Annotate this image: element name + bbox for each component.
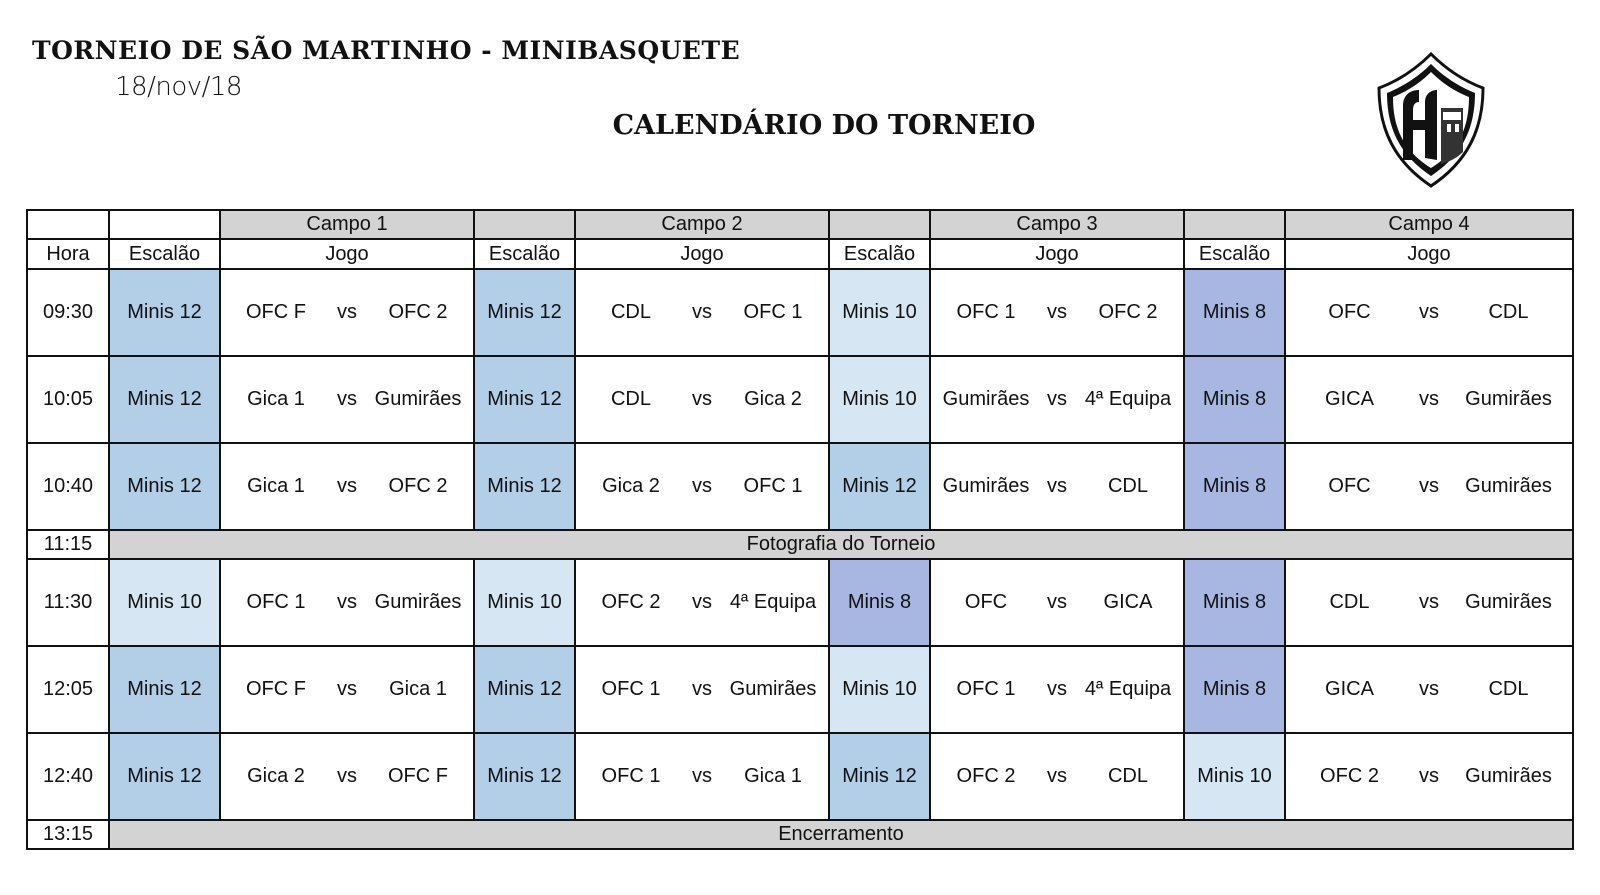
versus-label: vs bbox=[692, 388, 712, 410]
escalao-header-top bbox=[474, 210, 575, 239]
escalao-cell: Minis 8 bbox=[1184, 646, 1285, 733]
versus-label: vs bbox=[692, 678, 712, 700]
versus-label: vs bbox=[337, 475, 357, 497]
versus-label: vs bbox=[1419, 765, 1439, 787]
game-cell bbox=[1285, 733, 1573, 820]
game-cell bbox=[930, 443, 1184, 530]
away-team: CDL bbox=[1107, 475, 1148, 497]
home-team: Gumirães bbox=[942, 475, 1030, 497]
versus-label: vs bbox=[337, 301, 357, 323]
versus-label: vs bbox=[337, 765, 357, 787]
away-team: OFC F bbox=[388, 765, 448, 787]
hora-header: Hora bbox=[27, 239, 109, 269]
time-cell: 13:15 bbox=[27, 820, 109, 849]
game-cell bbox=[220, 646, 474, 733]
versus-label: vs bbox=[1419, 301, 1439, 323]
versus-label: vs bbox=[692, 475, 712, 497]
header-row-campos bbox=[27, 210, 1573, 239]
escalao-header: Escalão bbox=[109, 239, 220, 269]
game-cell bbox=[220, 559, 474, 646]
escalao-cell: Minis 10 bbox=[829, 646, 930, 733]
event-row bbox=[27, 820, 1573, 849]
home-team: OFC F bbox=[246, 301, 306, 323]
escalao-cell: Minis 12 bbox=[474, 443, 575, 530]
home-team: Gica 1 bbox=[247, 388, 305, 410]
game-cell bbox=[1285, 356, 1573, 443]
escalao-cell: Minis 10 bbox=[829, 356, 930, 443]
escalao-header: Escalão bbox=[829, 239, 930, 269]
away-team: Gumirães bbox=[1465, 765, 1552, 787]
home-team: OFC 2 bbox=[1320, 765, 1379, 787]
escalao-cell: Minis 12 bbox=[829, 443, 930, 530]
home-team: OFC 2 bbox=[601, 591, 661, 613]
versus-label: vs bbox=[692, 765, 712, 787]
versus-label: vs bbox=[337, 591, 357, 613]
escalao-cell: Minis 10 bbox=[109, 559, 220, 646]
escalao-cell: Minis 8 bbox=[1184, 443, 1285, 530]
escalao-cell: Minis 12 bbox=[109, 356, 220, 443]
jogo-header: Jogo bbox=[575, 239, 829, 269]
away-team: 4ª Equipa bbox=[729, 591, 817, 613]
escalao-cell: Minis 8 bbox=[1184, 356, 1285, 443]
home-team: Gica 2 bbox=[247, 765, 305, 787]
club-crest-icon bbox=[1373, 50, 1489, 190]
event-row bbox=[27, 530, 1573, 559]
campo-3-header: Campo 3 bbox=[930, 210, 1184, 239]
away-team: Gica 1 bbox=[744, 765, 802, 787]
jogo-header: Jogo bbox=[220, 239, 474, 269]
game-cell bbox=[575, 443, 829, 530]
escalao-header: Escalão bbox=[474, 239, 575, 269]
escalao-cell: Minis 12 bbox=[829, 733, 930, 820]
table-row bbox=[27, 356, 1573, 443]
home-team: OFC 1 bbox=[956, 301, 1016, 323]
away-team: OFC 1 bbox=[743, 301, 803, 323]
time-cell: 09:30 bbox=[27, 269, 109, 356]
away-team: OFC 2 bbox=[388, 475, 448, 497]
escalao-cell: Minis 12 bbox=[109, 443, 220, 530]
away-team: 4ª Equipa bbox=[1084, 678, 1172, 700]
away-team: Gica 2 bbox=[744, 388, 802, 410]
home-team: Gica 1 bbox=[247, 475, 305, 497]
home-team: OFC 1 bbox=[956, 678, 1016, 700]
versus-label: vs bbox=[337, 678, 357, 700]
game-cell bbox=[220, 733, 474, 820]
escalao-cell: Minis 12 bbox=[474, 733, 575, 820]
game-cell bbox=[930, 733, 1184, 820]
home-team: CDL bbox=[610, 301, 651, 323]
header-row-labels bbox=[27, 239, 1573, 269]
versus-label: vs bbox=[692, 591, 712, 613]
home-team: OFC 2 bbox=[956, 765, 1016, 787]
game-cell bbox=[575, 559, 829, 646]
away-team: Gumirães bbox=[729, 678, 817, 700]
home-team: OFC bbox=[964, 591, 1008, 613]
home-team: CDL bbox=[1329, 591, 1370, 613]
away-team: CDL bbox=[1107, 765, 1148, 787]
escalao-cell: Minis 8 bbox=[1184, 559, 1285, 646]
time-cell: 10:05 bbox=[27, 356, 109, 443]
versus-label: vs bbox=[1419, 388, 1439, 410]
time-cell: 11:30 bbox=[27, 559, 109, 646]
time-cell: 10:40 bbox=[27, 443, 109, 530]
game-cell bbox=[1285, 269, 1573, 356]
campo-4-header: Campo 4 bbox=[1285, 210, 1573, 239]
game-cell bbox=[575, 356, 829, 443]
home-team: OFC bbox=[1328, 475, 1371, 497]
escalao-header: Escalão bbox=[1184, 239, 1285, 269]
game-cell bbox=[930, 646, 1184, 733]
escalao-header-top bbox=[829, 210, 930, 239]
versus-label: vs bbox=[337, 388, 357, 410]
escalao-cell: Minis 12 bbox=[109, 646, 220, 733]
jogo-header: Jogo bbox=[930, 239, 1184, 269]
campo-2-header: Campo 2 bbox=[575, 210, 829, 239]
game-cell bbox=[1285, 559, 1573, 646]
jogo-header: Jogo bbox=[1285, 239, 1573, 269]
away-team: OFC 2 bbox=[1098, 301, 1158, 323]
versus-label: vs bbox=[692, 301, 712, 323]
escalao-header-top bbox=[1184, 210, 1285, 239]
home-team: OFC 1 bbox=[246, 591, 306, 613]
away-team: OFC 1 bbox=[743, 475, 803, 497]
home-team: OFC 1 bbox=[601, 765, 661, 787]
schedule-table bbox=[26, 209, 1574, 850]
versus-label: vs bbox=[1047, 765, 1067, 787]
escalao-cell: Minis 10 bbox=[1184, 733, 1285, 820]
table-row bbox=[27, 443, 1573, 530]
versus-label: vs bbox=[1047, 475, 1067, 497]
time-cell: 11:15 bbox=[27, 530, 109, 559]
escalao-cell: Minis 12 bbox=[474, 646, 575, 733]
versus-label: vs bbox=[1047, 301, 1067, 323]
away-team: Gumirães bbox=[374, 591, 462, 613]
time-cell: 12:40 bbox=[27, 733, 109, 820]
home-team: Gica 2 bbox=[602, 475, 660, 497]
table-row bbox=[27, 269, 1573, 356]
versus-label: vs bbox=[1047, 591, 1067, 613]
escalao-cell: Minis 12 bbox=[474, 356, 575, 443]
away-team: Gica 1 bbox=[389, 678, 447, 700]
table-row bbox=[27, 559, 1573, 646]
game-cell bbox=[1285, 443, 1573, 530]
tournament-title: TORNEIO DE SÃO MARTINHO - MINIBASQUETE bbox=[32, 36, 741, 65]
away-team: GICA bbox=[1103, 591, 1153, 613]
away-team: Gumirães bbox=[1465, 475, 1552, 497]
home-team: OFC F bbox=[246, 678, 306, 700]
home-team: CDL bbox=[610, 388, 651, 410]
escalao-cell: Minis 12 bbox=[109, 733, 220, 820]
away-team: 4ª Equipa bbox=[1084, 388, 1172, 410]
escalao-cell: Minis 12 bbox=[474, 269, 575, 356]
home-team: Gumirães bbox=[942, 388, 1030, 410]
game-cell bbox=[220, 269, 474, 356]
event-cell: Encerramento bbox=[109, 820, 1573, 849]
hora-header-top bbox=[27, 210, 109, 239]
escalao-cell: Minis 8 bbox=[1184, 269, 1285, 356]
home-team: GICA bbox=[1325, 388, 1374, 410]
game-cell bbox=[575, 646, 829, 733]
escalao-cell: Minis 12 bbox=[109, 269, 220, 356]
game-cell bbox=[575, 733, 829, 820]
away-team: Gumirães bbox=[1465, 388, 1552, 410]
versus-label: vs bbox=[1047, 388, 1067, 410]
time-cell: 12:05 bbox=[27, 646, 109, 733]
table-row bbox=[27, 646, 1573, 733]
game-cell bbox=[575, 269, 829, 356]
game-cell bbox=[930, 356, 1184, 443]
versus-label: vs bbox=[1419, 678, 1439, 700]
escalao-header-top bbox=[109, 210, 220, 239]
away-team: CDL bbox=[1488, 301, 1529, 323]
escalao-cell: Minis 10 bbox=[474, 559, 575, 646]
versus-label: vs bbox=[1419, 475, 1439, 497]
table-row bbox=[27, 733, 1573, 820]
home-team: OFC bbox=[1328, 301, 1371, 323]
versus-label: vs bbox=[1419, 591, 1439, 613]
game-cell bbox=[930, 269, 1184, 356]
game-cell bbox=[220, 356, 474, 443]
versus-label: vs bbox=[1047, 678, 1067, 700]
game-cell bbox=[930, 559, 1184, 646]
home-team: GICA bbox=[1325, 678, 1374, 700]
away-team: Gumirães bbox=[374, 388, 462, 410]
away-team: Gumirães bbox=[1465, 591, 1552, 613]
escalao-cell: Minis 8 bbox=[829, 559, 930, 646]
away-team: OFC 2 bbox=[388, 301, 448, 323]
away-team: CDL bbox=[1488, 678, 1529, 700]
campo-1-header: Campo 1 bbox=[220, 210, 474, 239]
game-cell bbox=[1285, 646, 1573, 733]
calendar-title: CALENDÁRIO DO TORNEIO bbox=[612, 110, 1036, 141]
home-team: OFC 1 bbox=[601, 678, 661, 700]
tournament-date: 18/nov/18 bbox=[115, 72, 242, 102]
escalao-cell: Minis 10 bbox=[829, 269, 930, 356]
event-cell: Fotografia do Torneio bbox=[109, 530, 1573, 559]
game-cell bbox=[220, 443, 474, 530]
